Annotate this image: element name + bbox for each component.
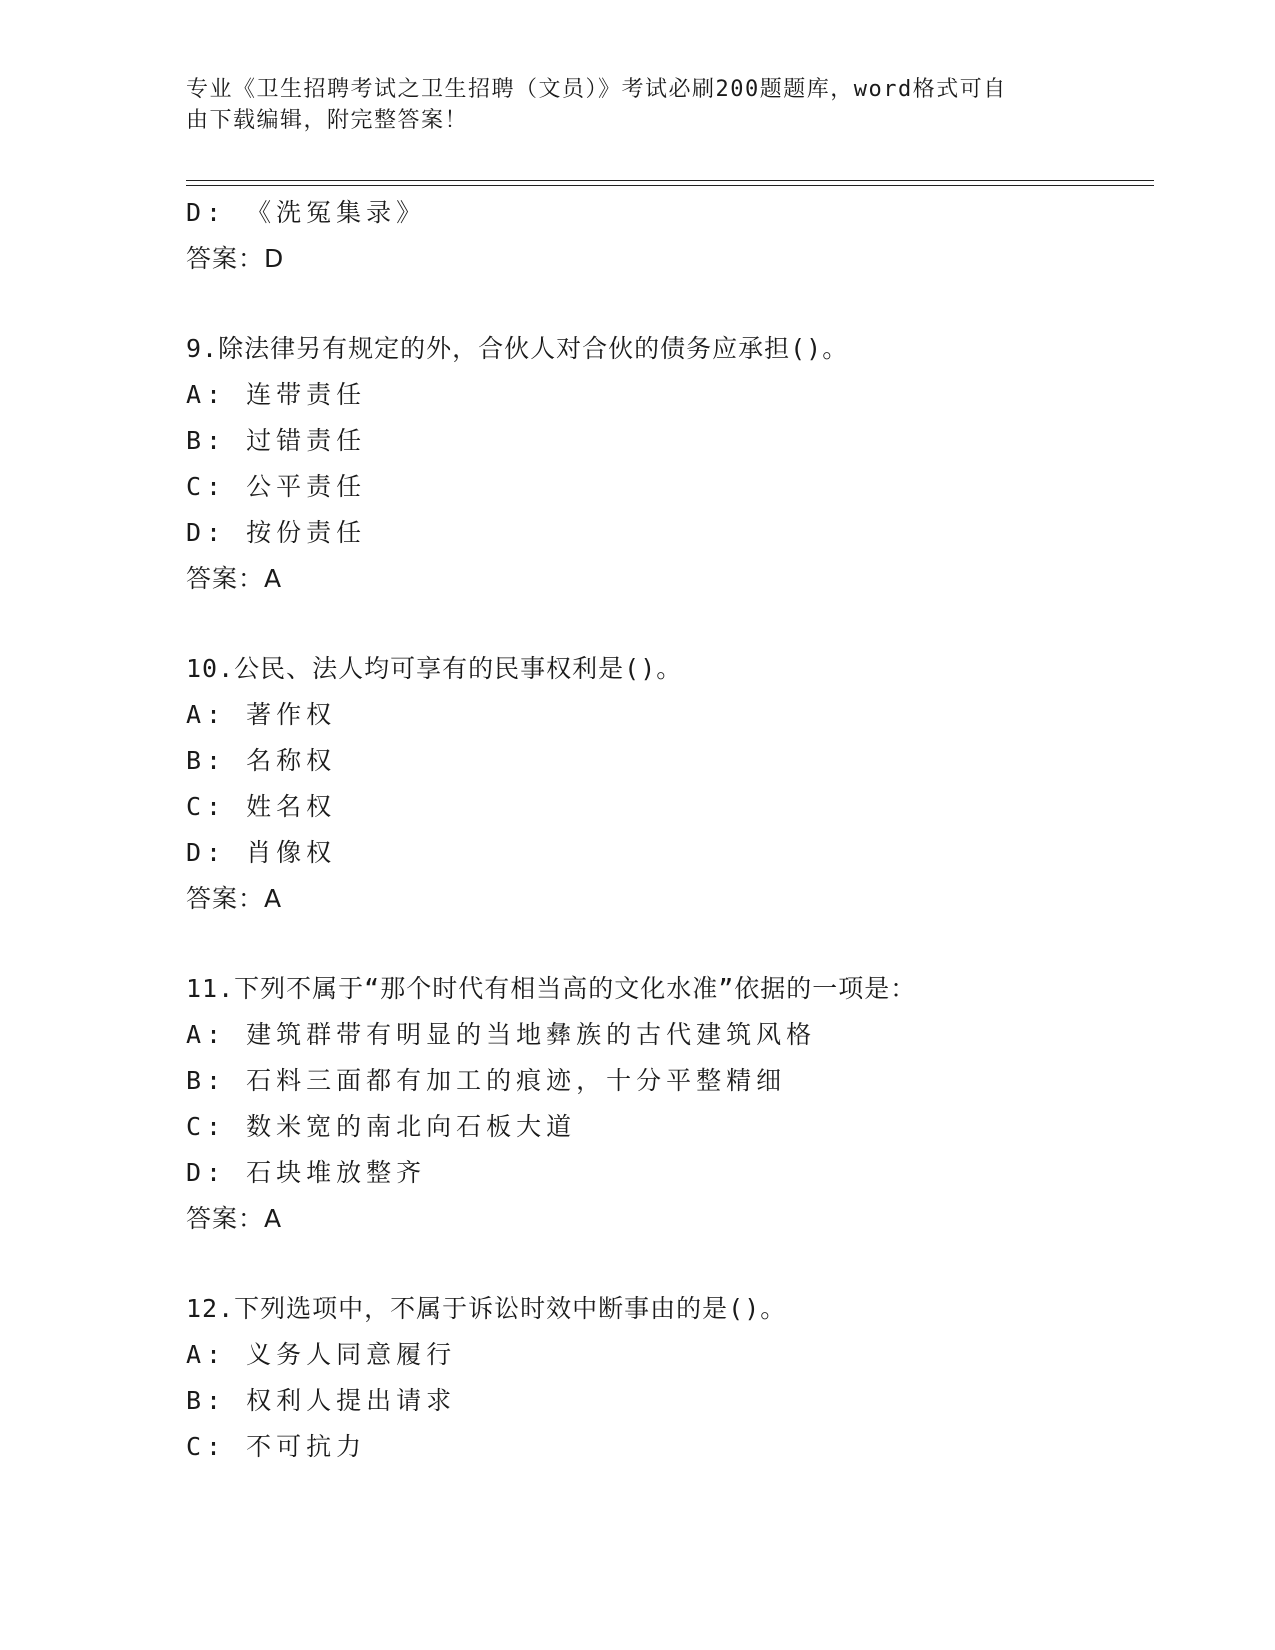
option-c: C: 数米宽的南北向石板大道: [186, 1112, 577, 1141]
option-b: B: 名称权: [186, 746, 337, 775]
question-stem: 12.下列选项中，不属于诉讼时效中断事由的是()。: [186, 1294, 787, 1323]
prev-option-d: D: 《洗冤集录》: [186, 198, 427, 227]
question-stem: 9.除法律另有规定的外，合伙人对合伙的债务应承担()。: [186, 334, 849, 363]
option-a: A: 义务人同意履行: [186, 1340, 457, 1369]
option-d: D: 肖像权: [186, 838, 337, 867]
question-stem: 11.下列不属于“那个时代有相当高的文化水准”依据的一项是：: [186, 974, 917, 1003]
option-a: A: 连带责任: [186, 380, 367, 409]
question-list: [186, 190, 1154, 1470]
question-9: [186, 326, 1154, 602]
answer: 答案：A: [186, 884, 283, 913]
option-d: D: 按份责任: [186, 518, 367, 547]
option-b: B: 石料三面都有加工的痕迹，十分平整精细: [186, 1066, 787, 1095]
question-11: [186, 966, 1154, 1242]
answer: 答案：A: [186, 1204, 283, 1233]
question-stem: 10.公民、法人均可享有的民事权利是()。: [186, 654, 683, 683]
prev-answer: 答案：D: [186, 244, 285, 273]
question-12: [186, 1286, 1154, 1470]
option-a: A: 建筑群带有明显的当地彝族的古代建筑风格: [186, 1020, 817, 1049]
option-b: B: 过错责任: [186, 426, 367, 455]
header-rule-bottom: [186, 185, 1154, 186]
option-a: A: 著作权: [186, 700, 337, 729]
option-c: C: 姓名权: [186, 792, 337, 821]
answer: 答案：A: [186, 564, 283, 593]
document-header: [186, 74, 1066, 136]
option-b: B: 权利人提出请求: [186, 1386, 457, 1415]
header-rule-top: [186, 180, 1154, 181]
question-10: [186, 646, 1154, 922]
option-d: D: 石块堆放整齐: [186, 1158, 427, 1187]
option-c: C: 公平责任: [186, 472, 367, 501]
header-line-1: 专业《卫生招聘考试之卫生招聘（文员）》考试必刷200题题库，word格式可自: [186, 77, 1007, 102]
header-line-2: 由下载编辑，附完整答案！: [186, 108, 469, 133]
option-c: C: 不可抗力: [186, 1432, 367, 1461]
